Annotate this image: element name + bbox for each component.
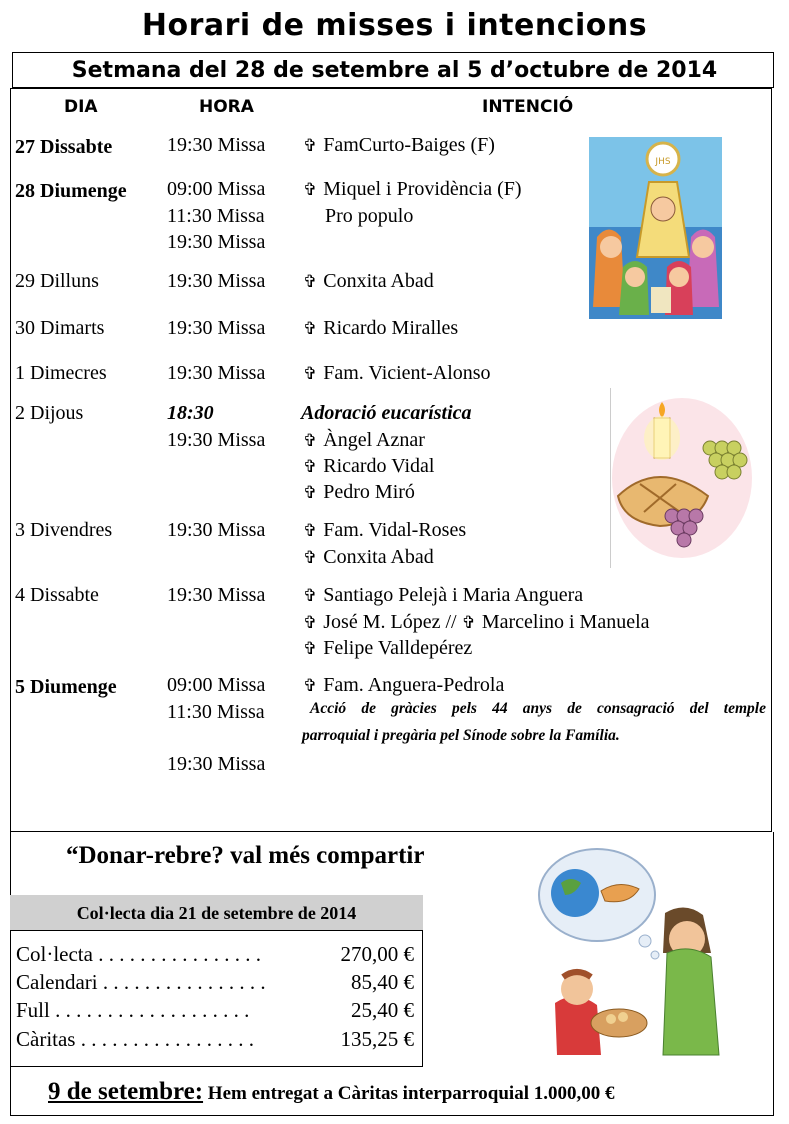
cross-icon: ✞	[303, 364, 318, 384]
cross-icon: ✞	[303, 676, 318, 696]
footer-text: Hem entregat a Càritas interparroquial 1.000,00 €	[203, 1083, 615, 1104]
column-header-intention: INTENCIÓ	[482, 97, 574, 117]
cross-icon: ✞	[303, 272, 318, 292]
sharing-bread-illustration	[535, 843, 731, 1063]
day-label: 1 Dimecres	[15, 362, 107, 384]
day-label: 5 Diumenge	[15, 676, 117, 698]
column-header-day: DIA	[64, 97, 98, 117]
cross-icon: ✞	[303, 586, 318, 606]
collection-label: Calendari . . . . . . . . . . . . . . . .	[16, 970, 266, 994]
intention-item: ✞ Ricardo Vidal	[303, 455, 435, 477]
day-label: 2 Dijous	[15, 402, 84, 424]
collection-table-header: Col·lecta dia 21 de setembre de 2014	[10, 895, 423, 931]
cross-icon: ✞	[303, 319, 318, 339]
day-label: 28 Diumenge	[15, 180, 127, 202]
thanksgiving-note: Acció de gràcies pels 44 anys de consagració del temple	[310, 700, 766, 717]
adoration-time: 18:30	[167, 402, 214, 424]
cross-icon: ✞	[303, 180, 318, 200]
mass-time: 09:00 Missa	[167, 178, 266, 200]
mass-time: 19:30 Missa	[167, 134, 266, 156]
mass-time: 19:30 Missa	[167, 753, 266, 775]
intention-item: ✞ Conxita Abad	[303, 546, 434, 568]
mass-time: 19:30 Missa	[167, 270, 266, 292]
intention-item: ✞ Miquel i Providència (F)	[303, 178, 522, 200]
intention-item: ✞ Felipe Valldepérez	[303, 637, 473, 659]
day-label: 29 Dilluns	[15, 270, 99, 292]
collection-value: 85,40 €	[351, 970, 414, 994]
mass-time: 11:30 Missa	[167, 701, 265, 723]
mass-time: 09:00 Missa	[167, 674, 266, 696]
mass-time: 19:30 Missa	[167, 362, 266, 384]
day-label: 27 Dissabte	[15, 136, 113, 158]
collection-label: Full . . . . . . . . . . . . . . . . . . .	[16, 998, 250, 1022]
eucharist-children-illustration	[589, 137, 722, 319]
page-title: Horari de misses i intencions	[141, 8, 648, 43]
intention-item: ✞ FamCurto-Baiges (F)	[303, 134, 495, 156]
collection-label: Càritas . . . . . . . . . . . . . . . . .	[16, 1027, 254, 1051]
intention-item: Pro populo	[325, 205, 414, 227]
sharing-title: “Donar-rebre? val més compartir	[66, 842, 425, 869]
cross-icon: ✞	[303, 521, 318, 541]
intention-item: ✞ Fam. Anguera-Pedrola	[303, 674, 505, 696]
collection-value: 25,40 €	[351, 998, 414, 1022]
intention-item: ✞ Àngel Aznar	[303, 429, 425, 451]
mass-time: 11:30 Missa	[167, 205, 265, 227]
cross-icon: ✞	[303, 483, 318, 503]
intention-item: ✞ Santiago Pelejà i Maria Anguera	[303, 584, 584, 606]
cross-icon: ✞	[303, 457, 318, 477]
footer-date: 9 de setembre:	[48, 1078, 204, 1105]
collection-value: 270,00 €	[340, 942, 414, 966]
cross-icon: ✞	[303, 136, 318, 156]
intention-item: ✞ Pedro Miró	[303, 481, 415, 503]
intention-item: ✞ Conxita Abad	[303, 270, 434, 292]
bread-wine-candle-illustration	[610, 388, 755, 568]
cross-icon: ✞	[303, 431, 318, 451]
mass-time: 19:30 Missa	[167, 429, 266, 451]
mass-time: 19:30 Missa	[167, 317, 266, 339]
mass-time: 19:30 Missa	[167, 231, 266, 253]
day-label: 30 Dimarts	[15, 317, 105, 339]
collection-label: Col·lecta . . . . . . . . . . . . . . . .	[16, 942, 261, 966]
cross-icon: ✞	[303, 548, 318, 568]
day-label: 4 Dissabte	[15, 584, 99, 606]
mass-time: 19:30 Missa	[167, 584, 266, 606]
intention-item: ✞ Fam. Vicient-Alonso	[303, 362, 491, 384]
footer-note	[48, 1078, 615, 1106]
cross-icon: ✞	[303, 639, 318, 659]
intention-item: ✞ Ricardo Miralles	[303, 317, 459, 339]
adoration-label: Adoració eucarística	[301, 402, 472, 424]
svg-text:JHS: JHS	[655, 157, 671, 167]
mass-time: 19:30 Missa	[167, 519, 266, 541]
thanksgiving-note: parroquial i pregària pel Sínode sobre la Família.	[302, 727, 620, 744]
cross-icon: ✞	[461, 613, 476, 633]
intention-item: ✞ Fam. Vidal-Roses	[303, 519, 467, 541]
week-heading: Setmana del 28 de setembre al 5 d’octubre de 2014	[71, 58, 718, 83]
collection-value: 135,25 €	[340, 1027, 414, 1051]
column-header-hour: HORA	[199, 97, 254, 117]
day-label: 3 Divendres	[15, 519, 113, 541]
cross-icon: ✞	[303, 613, 318, 633]
intention-item: ✞ José M. López // ✞ Marcelino i Manuela	[303, 611, 650, 633]
